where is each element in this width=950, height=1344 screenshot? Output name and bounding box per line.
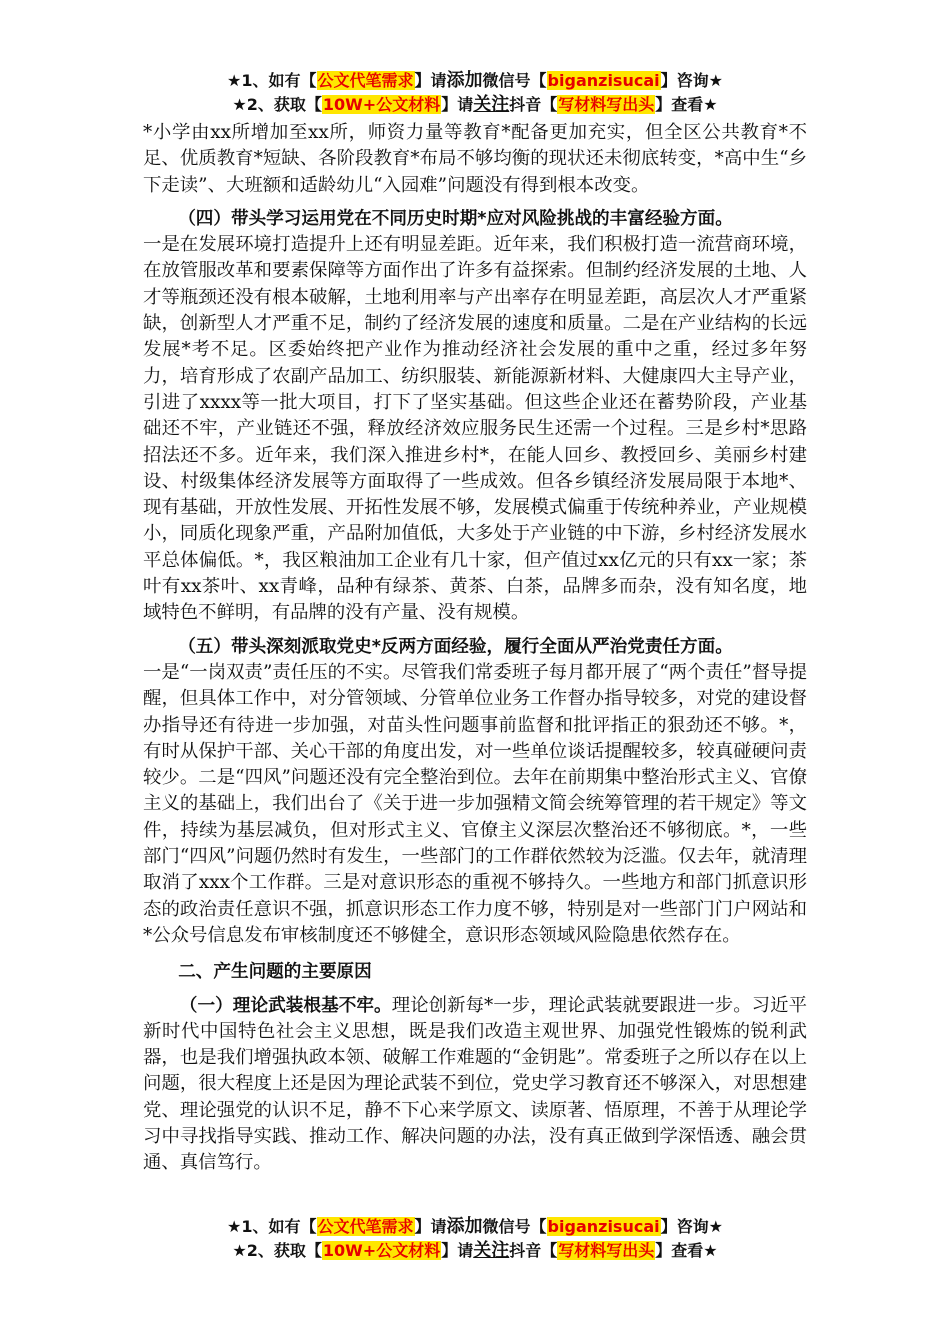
paragraph-4: 一是在发展环境打造提升上还有明显差距。近年来，我们积极打造一流营商环境，在放管服改革和要素保障等方面作出了许多有益探索。但制约经济发展的土地、人才等瓶颈还没有根本破解，土地利用率与产出率存在明显差距，高层次人才严重紧缺，创新型人才严重不足，制约了经济发展的速度和质量。二是在产业结构的长远发展*考不足。区委始终把产业作为推动经济社会发展的重中之重，经过多年努力，培育形成了农副产品加工、纺织服装、新能源新材料、大健康四大主导产业，引进了xxxx等一批大项目，打下了坚实基础。但这些企业还在蓄势阶段，产业基础还不牢，产业链还不强，释放经济效应服务民生还需一个过程。三是乡村*思路招法还不多。近年来，我们深入推进乡村*，在能人回乡、教授回乡、美丽乡村建设、村级集体经济发展等方面取得了一些成效。但各乡镇经济发展局限于本地*、现有基础，开放性发展、开拓性发展不够，发展模式偏重于传统种养业，产业规模小，同质化现象严重，产品附加值低，大多处于产业链的中下游，乡村经济发展水平总体偏低。*，我区粮油加工企业有几十家，但产值过xx亿元的只有xx一家；茶叶有xx茶叶、xx青峰，品种有绿茶、黄茶、白茶，品牌多而杂，没有知名度，地域特色不鲜明，有品牌的没有产量、没有规模。: [143, 234, 807, 624]
subheading-6: （一）理论武装根基不牢。: [179, 995, 392, 1016]
banner-line-2: ★2、获取【10W+公文材料】请关注抖音【写材料写出头】查看★: [232, 94, 718, 115]
banner-line-1: ★1、如有【公文代笔需求】请添加微信号【biganzisucai】咨询★: [227, 70, 723, 91]
subheading-5: （五）带头深刻派取党史*反两方面经验，履行全面从严治党责任方面。: [178, 636, 733, 657]
footer-line-2: ★2、获取【10W+公文材料】请关注抖音【写材料写出头】查看★: [232, 1240, 718, 1261]
section-heading-2: 二、产生问题的主要原因: [178, 962, 372, 983]
paragraph-6: （一）理论武装根基不牢。理论创新每*一步，理论武装就要跟进一步。习近平新时代中国特色社会主义思想，既是我们改造主观世界、加强党性锻炼的锐利武器，也是我们增强执政本领、破解工作难题的“金钥匙”。常委班子之所以存在以上问题，很大程度上还是因为理论武装不到位，党史学习教育还不够深入，对思想建党、理论强党的认识不足，静不下心来学原文、读原著、悟原理，不善于从理论学习中寻找指导实践、推动工作、解决问题的办法，没有真正做到学深悟透、融会贯通、真信笃行。: [143, 994, 807, 1174]
subheading-4: （四）带头学习运用党在不同历史时期*应对风险挑战的丰富经验方面。: [178, 208, 733, 229]
paragraph-5: 一是“一岗双责”责任压的不实。尽管我们常委班子每月都开展了“两个责任”督导提醒，但具体工作中，对分管领域、分管单位业务工作督办指导较多，对党的建设督办指导还有待进一步加强，对苗头性问题事前监督和批评指正的狠劲还不够。*，有时从保护干部、关心干部的角度出发，对一些单位谈话提醒较多，较真碰硬问责较少。二是“四风”问题还没有完全整治到位。去年在前期集中整治形式主义、官僚主义的基础上，我们出台了《关于进一步加强精文简会统筹管理的若干规定》等文件，持续为基层减负，但对形式主义、官僚主义深层次整治还不够彻底。*，一些部门“四风”问题仍然时有发生，一些部门的工作群依然较为泛滥。仅去年，就清理取消了xxx个工作群。三是对意识形态的重视不够持久。一些地方和部门抓意识形态的政治责任意识不强，抓意识形态工作力度不够，特别是对一些部门门户网站和*公众号信息发布审核制度还不够健全，意识形态领域风险隐患依然存在。: [143, 661, 807, 946]
document-body: [143, 120, 807, 1177]
paragraph-continued: *小学由xx所增加至xx所，师资力量等教育*配备更加充实，但全区公共教育*不足、优质教育*短缺、各阶段教育*布局不够均衡的现状还未彻底转变，*高中生“乡下走读”、大班额和适龄幼儿“入园难”问题没有得到根本改变。: [143, 122, 807, 196]
highlight-wechat-id: biganzisucai: [547, 71, 660, 90]
highlight-douyin: 写材料写出头: [558, 95, 655, 114]
highlight-service: 公文代笔需求: [317, 71, 414, 90]
footer-banner: [0, 1215, 950, 1263]
header-banner: [0, 69, 950, 117]
highlight-materials: 10W+公文材料: [322, 95, 441, 114]
footer-line-1: ★1、如有【公文代笔需求】请添加微信号【biganzisucai】咨询★: [227, 1216, 723, 1237]
